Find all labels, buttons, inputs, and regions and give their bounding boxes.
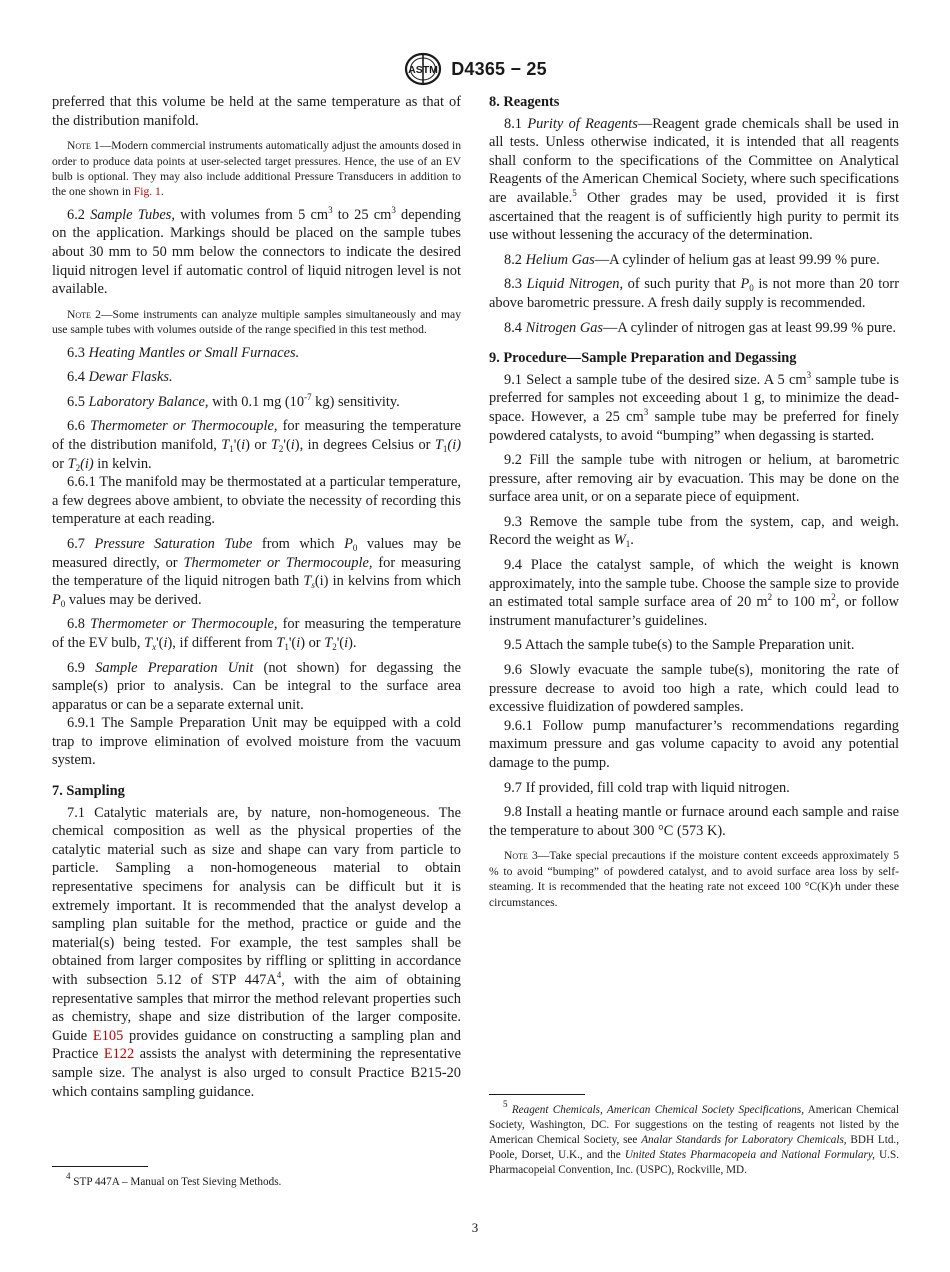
section-6-6-1: 6.6.1 The manifold may be thermostated at a particular temperature, a few degrees above ambient, to obviate the necessity of recording this temperature at each reading. [52,474,461,528]
section-9-2: 9.2 Fill the sample tube with nitrogen or helium, at barometric pressure, after removing air by evacuation. This may be done on the surface area unit, or on a separate piece of equipment. [489,452,899,506]
note-2: Note 2—Some instruments can analyze multiple samples simultaneously and may use sample tubes with volumes outside of the range specified in this test method. [52,307,461,337]
section-9-7: 9.7 If provided, fill cold trap with liquid nitrogen. [504,779,790,796]
section-9-6-1: 9.6.1 Follow pump manufacturer’s recommendations regarding maximum pressure and gas volume capacity to avoid any potential damage to the pump. [489,717,899,771]
section-6-7: 6.7 Pressure Saturation Tube from which $P_0$ values may be measured directly, or Thermometer or Thermocouple, for measuring the temperature of the liquid nitrogen bath $T_s(i)$ in kelvins from which $P_0$ values may be derived. [52,535,462,609]
fig-1-link[interactable]: Fig. 1 [133,185,161,199]
section-9-3: 9.3 Remove the sample tube from the system, cap, and weigh. Record the weight as $W_1$. [489,513,899,550]
footnote-divider [489,1094,585,1095]
document-designation: D4365 − 25 [451,58,547,79]
footnote-area-right [489,1094,899,1178]
section-8-heading: 8. Reagents [489,94,560,110]
section-7-1: 7.1 Catalytic materials are, by nature, non-homogeneous. The chemical composition as well as the physical properties of the catalytic material such as size and shape can vary from particle to particle. Sampling a non-homogeneous material to obtain representative specimens for analysis can be difficult but it is extremely important. It is recommended that the analyst develop a sampling plan suitable for the method, practice or guide and the material(s) being tested. For example, the test samples shall be obtained from larger composites by riffling or splitting in accordance with subsection 5.12 of STP $447A^4$, with the aim of obtaining representative samples that mirror the method relevant properties such as chemistry, shape and size distribution of the larger composite. Guide E105 provides guidance on constructing a sampling plan and Practice E122 assists the analyst with determining the representative sample size. The analyst is also urged to consult Practice B215-20 which contains sampling guidance. [52,804,461,1100]
right-column [489,93,899,916]
section-7-heading: 7. Sampling [52,783,125,800]
section-9-8: 9.8 Install a heating mantle or furnace around each sample and raise the temperature to about 300 °C (573 K). [489,804,899,839]
page-header [0,52,950,86]
note-3: Note 3—Take special precautions if the moisture content exceeds approximately 5 % to avoid “bumping” of powdered catalyst, and to avoid surface area loss by self-steaming. It is recommended that the heating rate not exceed 100 °C(K)⁄h under these circumstances. [489,849,899,909]
logo-text: ASTM [408,64,439,76]
section-8-3: 8.3 Liquid Nitrogen, of such purity that $P_0$ is not more than 20 torr above barometric pressure. A fresh daily supply is recommended. [489,276,899,311]
section-6-8: 6.8 Thermometer or Thermocouple, for measuring the temperature of the EV bulb, $T_x'(i)$, if different from $T_1'(i)$ or $T_2'(i)$. [52,616,461,652]
section-6-5: 6.5 Laboratory Balance, with 0.1 mg ($10^{-7}$ kg) sensitivity. [67,391,400,410]
footnote-divider [52,1166,148,1167]
section-6-6: 6.6 Thermometer or Thermocouple, for measuring the temperature of the distribution manifold, $T_1'(i)$ or $T_2'(i)$, in degrees Celsius or $T_1(i)$ or $T_2(i)$ in kelvin. [52,418,462,473]
section-6-9: 6.9 Sample Preparation Unit (not shown) for degassing the sample(s) prior to analysis. Can be integral to the surface area apparatus or can be a separate external unit. [52,659,461,713]
section-9-4: 9.4 Place the catalyst sample, of which the weight is known approximately, into the sample tube. Choose the sample size to provide an estimated total sample surface area of 20 $m^2$ to 100 $m^2$, or follow instrument manufacturer’s guidelines. [489,557,899,629]
section-9-heading: 9. Procedure—Sample Preparation and Degassing [489,350,797,367]
e105-link[interactable]: E105 [92,1027,124,1044]
page-number: 3 [471,1220,479,1235]
section-8-4: 8.4 Nitrogen Gas—A cylinder of nitrogen gas at least 99.99 % pure. [504,319,896,336]
footnote-area-left [52,1166,461,1190]
section-6-2: 6.2 Sample Tubes, with volumes from 5 $cm^3$ to 25 $cm^3$ depending on the application. Markings should be placed on the sample tubes about 30 mm to 50 mm below the connectors to indicate the desired liquid nitrogen level if automatic control of liquid nitrogen level is not available. [52,204,461,298]
section-6-9-1: 6.9.1 The Sample Preparation Unit may be equipped with a cold trap to improve elimination of evolved moisture from the vacuum system. [52,715,461,769]
note-1: Note 1—Modern commercial instruments automatically adjust the amounts dosed in order to produce data points at user-selected target pressures. Hence, the use of an EV bulb is optional. They may also include additional Pressure Transducers in addition to the one shown in Fig. 1. [52,139,461,199]
astm-logo-icon [403,52,443,86]
section-9-1: 9.1 Select a sample tube of the desired size. A 5 $cm^3$ sample tube is preferred for samples not exceeding about 1 g, to minimize the dead-space. However, a 25 $cm^3$ sample tube may be preferred for finely powdered catalysts, to avoid “bumping” when degassing is started. [489,369,899,444]
e122-link[interactable]: E122 [103,1046,135,1063]
section-8-1: 8.1 Purity of Reagents—Reagent grade chemicals shall be used in all tests. Unless otherwise indicated, it is intended that all reagents shall conform to the specifications of the Committee on Analytical Reagents of the American Chemical Society, where such specifications are available.$^5$ Other grades may be used, provided it is first ascertained that the reagent is of sufficiently high purity to permit its use without lessening the accuracy of the determination. [489,115,899,244]
paragraph-continuation: preferred that this volume be held at the same temperature as that of the distribution manifold. [52,94,461,129]
section-9-6: 9.6 Slowly evacuate the sample tube(s), monitoring the rate of pressure decrease to avoid too high a rate, which could lead to excessive fluidization of powdered samples. [489,662,899,716]
section-6-3: 6.3 Heating Mantles or Small Furnaces. [67,344,300,361]
section-8-2: 8.2 Helium Gas—A cylinder of helium gas at least 99.99 % pure. [504,251,880,268]
section-6-4: 6.4 Dewar Flasks. [67,369,173,386]
footnote-4: $^4$ STP 447A – Manual on Test Sieving Methods. [66,1171,282,1188]
left-column [52,93,461,1101]
section-9-5: 9.5 Attach the sample tube(s) to the Sample Preparation unit. [504,637,855,654]
footnote-5: $^5$ Reagent Chemicals, American Chemical Society Specifications, American Chemical Society, Washington, DC. For suggestions on the testing of reagents not listed by the American Chemical Society, see Analar Standards for Laboratory Chemicals, BDH Ltd., Poole, Dorset, U.K., and the United States Pharmacopeia and National Formulary, U.S. Pharmacopeial Convention, Inc. (USPC), Rockville, MD. [489,1099,900,1176]
